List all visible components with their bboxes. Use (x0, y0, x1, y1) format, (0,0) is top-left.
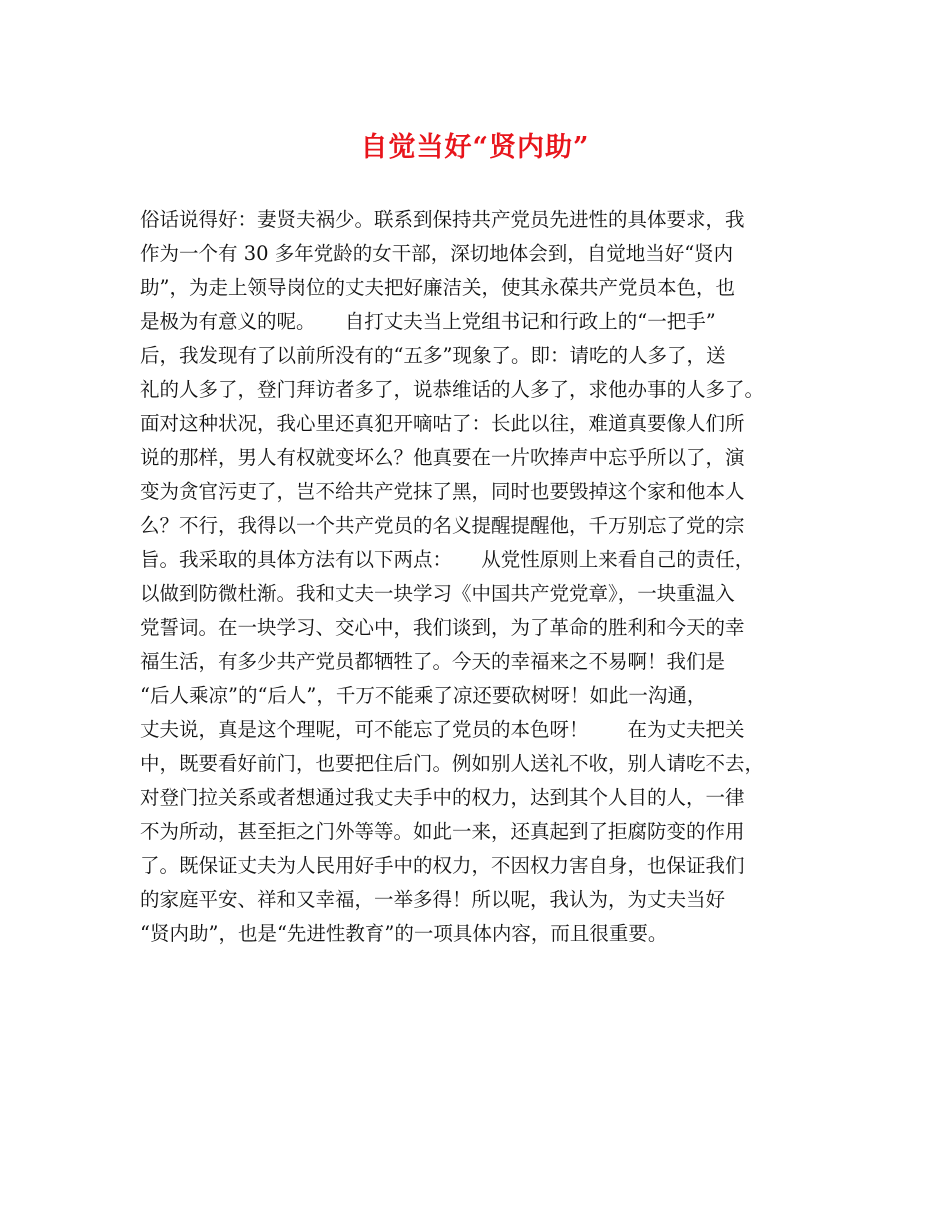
text-line: 党誓词。在一块学习、交心中，我们谈到，为了革命的胜利和今天的幸 (140, 616, 745, 639)
text-line: 丈夫说，真是这个理呢，可不能忘了党员的本色呀！ 在为丈夫把关 (140, 718, 745, 741)
text-line: 的家庭平安、祥和又幸福，一举多得！所以呢，我认为，为丈夫当好 (140, 888, 726, 911)
text-line: 对登门拉关系或者想通过我丈夫手中的权力，达到其个人目的人，一律 (140, 786, 745, 809)
text-line: 福生活，有多少共产党员都牺牲了。今天的幸福来之不易啊！我们是 (140, 650, 726, 673)
text-line: 礼的人多了，登门拜访者多了，说恭维话的人多了，求他办事的人多了。 (140, 378, 765, 401)
text-line: 了。既保证丈夫为人民用好手中的权力，不因权力害自身，也保证我们 (140, 854, 745, 877)
text-line: 后，我发现有了以前所没有的“五多”现象了。即：请吃的人多了，送 (140, 344, 726, 367)
text-line: 作为一个有 30 多年党龄的女干部，深切地体会到，自觉地当好“贤内 (140, 242, 734, 265)
text-line: 旨。我采取的具体方法有以下两点： 从党性原则上来看自己的责任， (140, 548, 755, 571)
text-line: 变为贪官污吏了，岂不给共产党抹了黑，同时也要毁掉这个家和他本人 (140, 480, 745, 503)
text-line: 是极为有意义的呢。 自打丈夫当上党组书记和行政上的“一把手” (140, 310, 716, 333)
text-line: 么？不行，我得以一个共产党员的名义提醒提醒他，千万别忘了党的宗 (140, 514, 745, 537)
text-line: “贤内助”，也是“先进性教育”的一项具体内容，而且很重要。 (140, 922, 668, 945)
text-line: 助”，为走上领导岗位的丈夫把好廉洁关，使其永葆共产党员本色，也 (140, 276, 735, 299)
text-line: 不为所动，甚至拒之门外等等。如此一来，还真起到了拒腐防变的作用 (140, 820, 745, 843)
document-body (140, 203, 830, 951)
text-line: 中，既要看好前门，也要把住后门。例如别人送礼不收，别人请吃不去， (140, 752, 765, 775)
text-line: “后人乘凉”的“后人”，千万不能乘了凉还要砍树呀！如此一沟通， (140, 684, 707, 707)
text-line: 面对这种状况，我心里还真犯开嘀咕了：长此以往，难道真要像人们所 (140, 412, 745, 435)
text-line: 俗话说得好：妻贤夫祸少。联系到保持共产党员先进性的具体要求，我 (140, 208, 745, 231)
text-line: 说的那样，男人有权就变坏么？他真要在一片吹捧声中忘乎所以了，演 (140, 446, 745, 469)
text-line: 以做到防微杜渐。我和丈夫一块学习《中国共产党党章》，一块重温入 (140, 582, 735, 605)
document-title: 自觉当好“贤内助” (360, 132, 590, 163)
